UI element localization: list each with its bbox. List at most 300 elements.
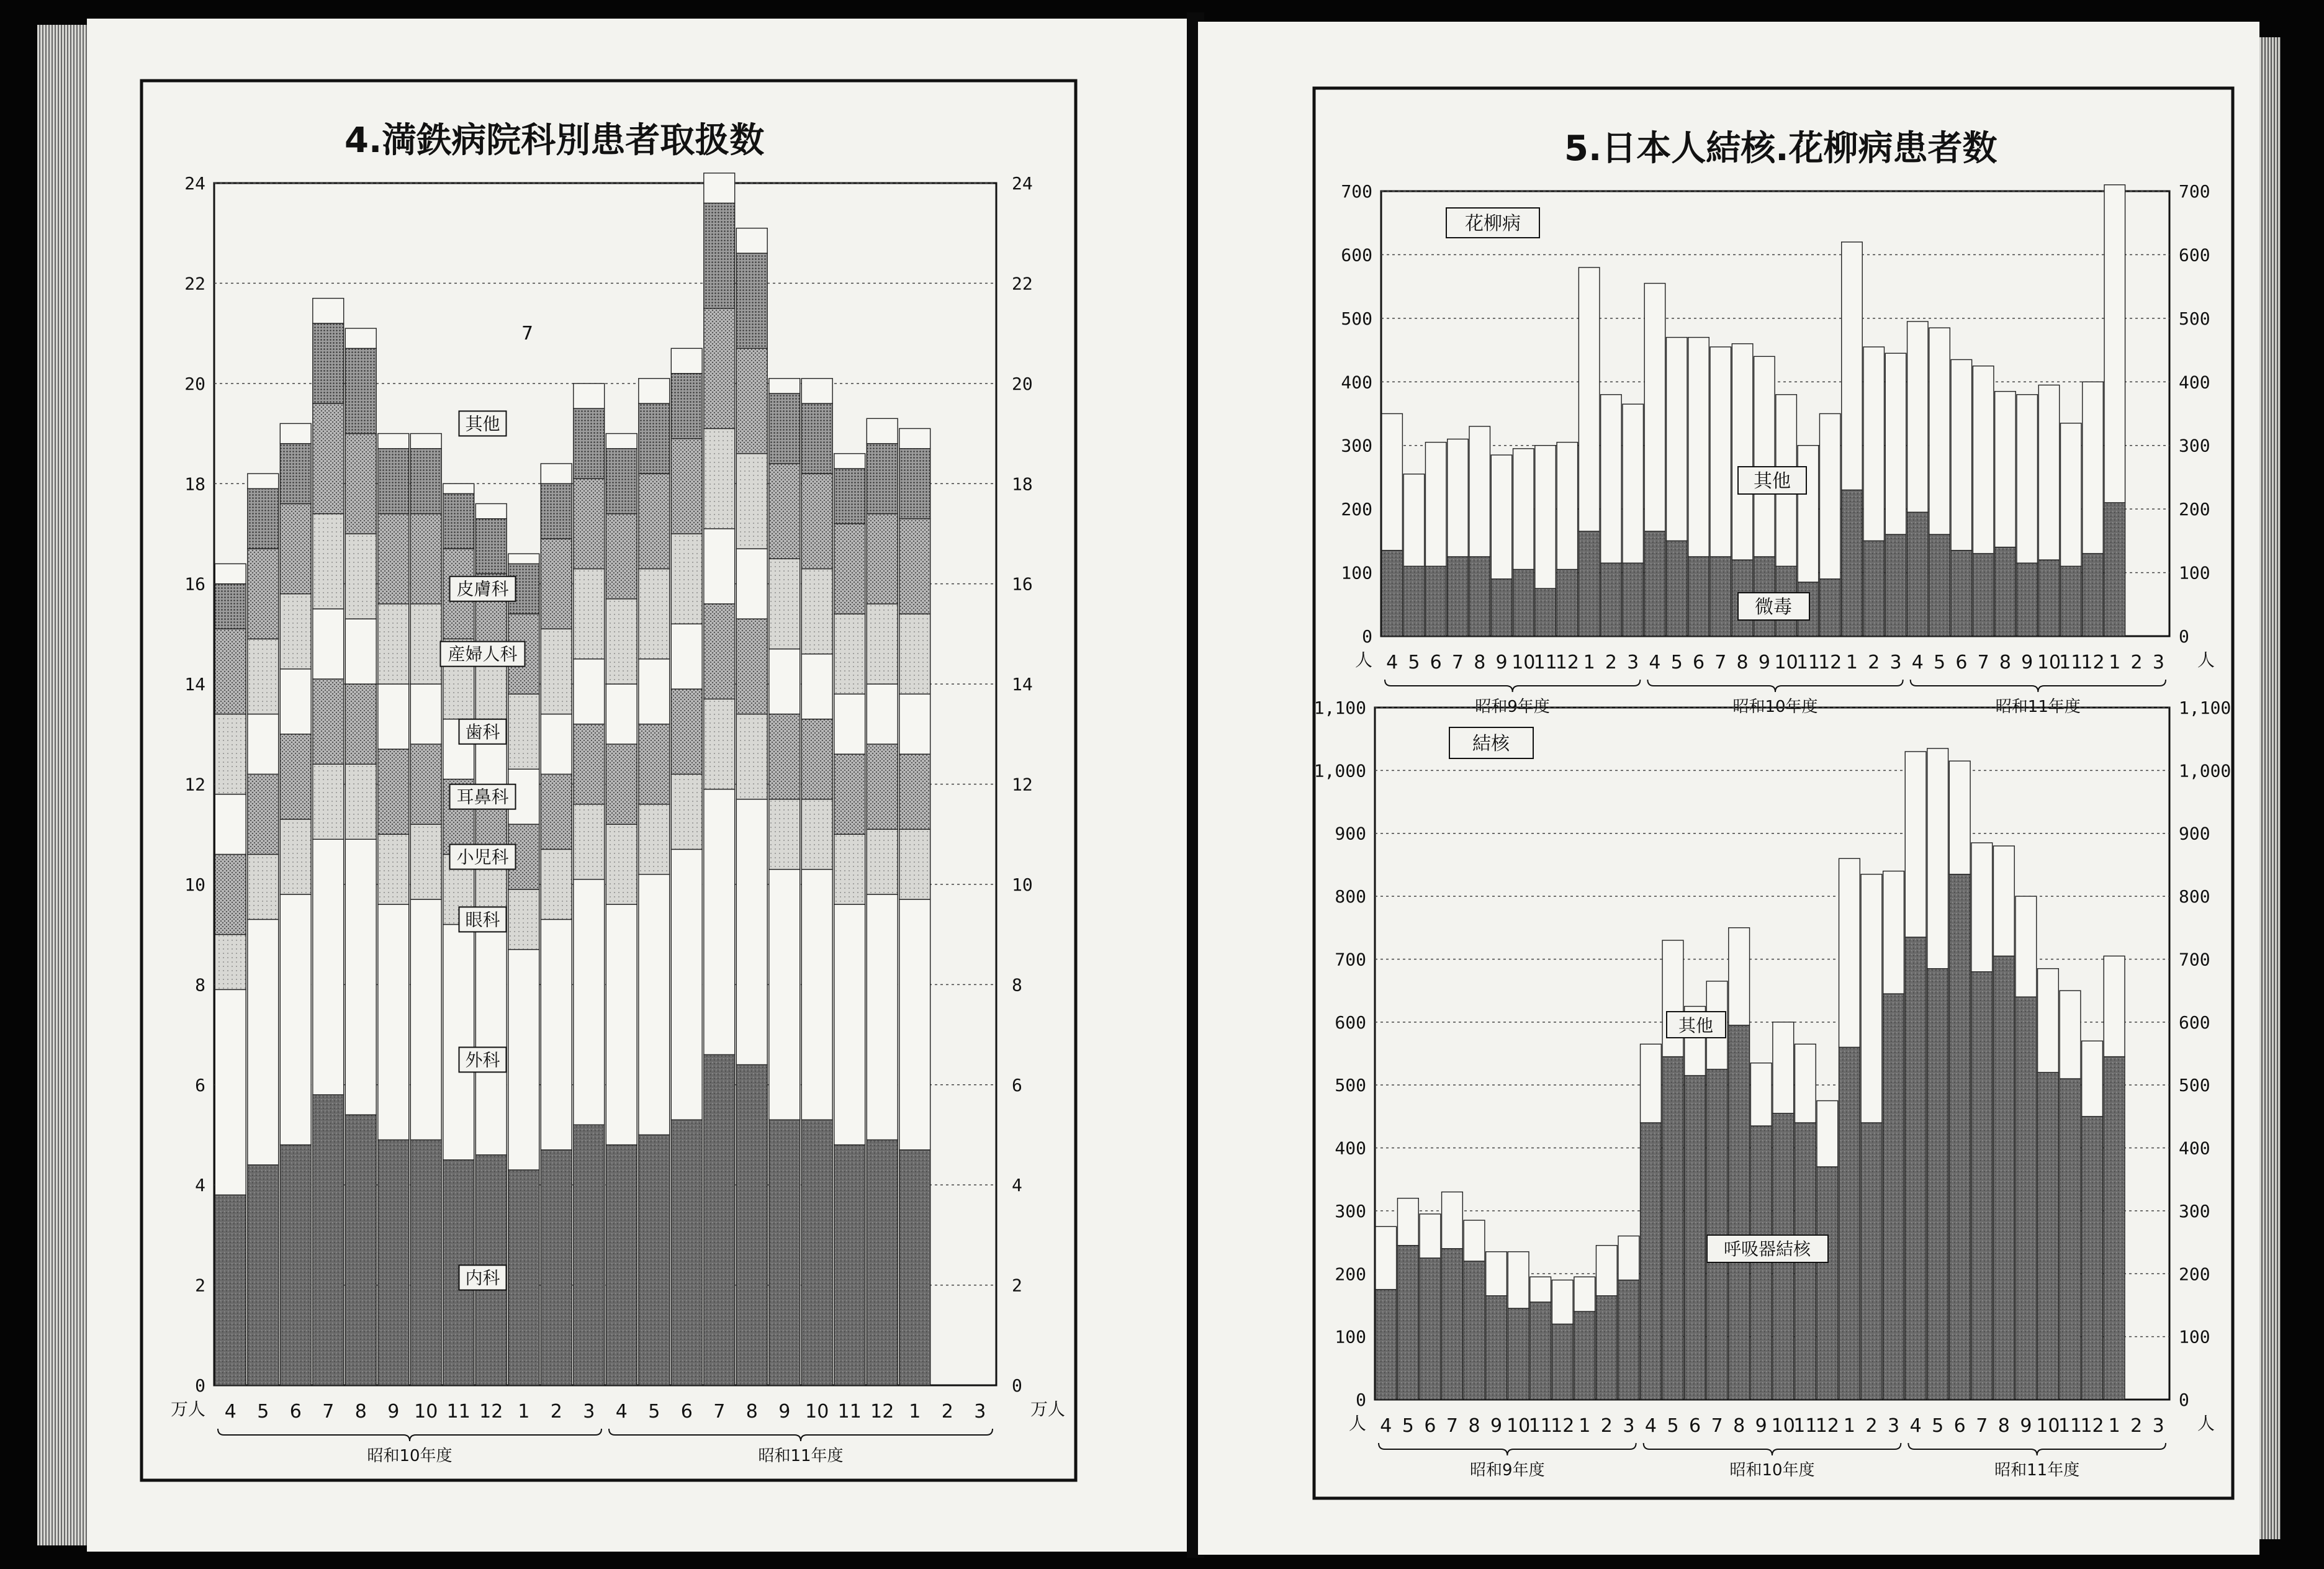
bar-segment [1971,972,1993,1400]
bar-segment [736,228,767,253]
x-tick-label: 4 [1644,1415,1657,1437]
bar-segment [899,519,930,614]
group-brace [1644,1443,1901,1455]
x-tick-label: 3 [583,1401,595,1423]
bar-segment [2060,991,2081,1079]
y-tick-left: 400 [1341,372,1372,393]
x-tick-label: 4 [615,1401,628,1423]
bar-segment [1557,443,1578,570]
bar-segment [541,629,572,714]
bar-segment [899,428,930,448]
x-group-label: 昭和10年度 [367,1447,453,1465]
left-annotation-mark: 7 [521,323,534,344]
bar-segment [801,719,832,799]
bar-segment [801,1120,832,1385]
bar-segment [1993,956,2014,1400]
y-tick-right: 12 [1012,774,1033,795]
series-label: 其他 [465,413,500,434]
bar-segment [899,829,930,899]
x-tick-label: 9 [1758,652,1770,673]
bar-segment [1403,474,1425,567]
x-tick-label: 7 [1451,652,1464,673]
x-tick-label: 1 [1583,652,1595,673]
y-tick-right: 600 [2179,245,2210,266]
bar-segment [541,1150,572,1385]
group-brace [1647,680,1903,692]
x-tick-label: 7 [713,1401,726,1423]
bar-segment [834,694,865,754]
y-unit-right: 人 [2197,650,2215,670]
x-tick-label: 5 [1934,652,1946,673]
y-unit-left: 人 [1354,650,1372,670]
bar-segment [801,403,832,474]
bar-segment [834,614,865,694]
bar-segment [1662,1057,1683,1400]
bar-segment [378,684,409,749]
bar-segment [1618,1280,1639,1400]
x-tick-label: 5 [648,1401,660,1423]
bar-segment [639,874,670,1135]
bar-segment [345,764,376,839]
bar-segment [280,819,311,894]
bar-segment [1552,1280,1573,1324]
bar-segment [345,684,376,764]
bar-segment [1863,541,1885,636]
bar-segment [834,834,865,904]
x-tick-label: 7 [1446,1415,1458,1437]
bar-segment [1729,1025,1750,1400]
bar-segment [443,924,474,1159]
bar-segment [671,374,702,439]
bar-segment [1535,588,1556,636]
y-tick-right: 500 [2179,1075,2210,1096]
bar-segment [1710,347,1731,557]
y-tick-left: 10 [184,874,205,895]
bar-segment [704,1054,735,1385]
bar-segment [410,604,441,684]
bar-segment [1729,928,1750,1025]
bar-segment [1949,761,1970,874]
x-tick-label: 2 [2130,652,2143,673]
bar-segment [541,539,572,629]
bar-segment [574,569,605,659]
bar-segment [1601,395,1622,563]
x-tick-label: 12 [870,1401,894,1423]
bar-segment [475,919,507,1154]
x-tick-label: 10 [805,1401,829,1423]
bar-segment [1442,1192,1463,1249]
y-tick-left: 200 [1335,1264,1366,1285]
bar-segment [1732,344,1753,560]
y-tick-right: 300 [2179,1200,2210,1221]
bar-segment [671,1120,702,1385]
bar-segment [1861,874,1882,1123]
x-tick-label: 7 [1976,1415,1988,1437]
bar-segment [410,1140,441,1385]
bar-segment [639,569,670,659]
bar-segment [410,744,441,824]
bar-segment [899,899,930,1150]
bar-segment [1618,1236,1639,1280]
x-tick-label: 5 [1667,1415,1679,1437]
bar-segment [899,1150,930,1385]
y-tick-left: 600 [1335,1012,1366,1033]
bar-segment [248,488,279,549]
x-tick-label: 4 [1380,1415,1392,1437]
bar-segment [834,754,865,834]
bar-segment [639,474,670,569]
bar-segment [671,624,702,689]
y-tick-left: 500 [1341,308,1372,329]
x-tick-label: 2 [550,1401,562,1423]
x-tick-label: 3 [974,1401,986,1423]
bar-segment [248,774,279,854]
bar-segment [378,434,409,449]
bar-segment [639,379,670,403]
bar-segment [1397,1198,1418,1246]
bar-segment [606,449,637,514]
bar-segment [1552,1324,1573,1400]
x-tick-label: 1 [2109,652,2121,673]
bar-segment [313,323,344,403]
series-label-other: 其他 [1678,1015,1714,1036]
x-tick-label: 6 [1424,1415,1436,1437]
x-tick-label: 5 [1932,1415,1944,1437]
y-tick-right: 100 [2179,1326,2210,1347]
x-group-label: 昭和9年度 [1475,698,1550,716]
bar-segment [443,483,474,493]
bar-segment [736,799,767,1065]
y-tick-right: 700 [2179,949,2210,970]
x-tick-label: 10 [1507,1415,1531,1437]
bar-segment [280,1145,311,1385]
bar-segment [2038,969,2059,1072]
bar-segment [2104,185,2125,503]
x-tick-label: 10 [1771,1415,1795,1437]
bar-segment [1382,551,1403,636]
bar-segment [1754,356,1775,557]
x-group-label: 昭和10年度 [1732,698,1818,716]
bar-segment [867,444,898,514]
x-tick-label: 11 [1533,652,1557,673]
bar-segment [704,529,735,604]
y-tick-right: 700 [2179,181,2210,202]
y-tick-left: 300 [1335,1200,1366,1221]
bar-segment [1448,557,1469,636]
x-tick-label: 12 [479,1401,503,1423]
bar-segment [671,849,702,1120]
bar-segment [1973,366,1994,554]
y-tick-right: 100 [2179,562,2210,583]
bar-segment [1420,1214,1441,1258]
y-tick-left: 12 [184,774,205,795]
bar-segment [313,403,344,514]
series-label: 耳鼻科 [456,786,509,807]
bar-segment [475,519,507,574]
bar-segment [378,749,409,834]
x-tick-label: 11 [446,1401,471,1423]
bar-segment [1513,449,1534,570]
x-tick-label: 9 [778,1401,791,1423]
x-tick-label: 2 [1868,652,1880,673]
bar-segment [671,534,702,624]
x-tick-label: 6 [680,1401,693,1423]
bar-segment [508,950,539,1170]
bar-segment [574,408,605,479]
bar-segment [1798,446,1819,582]
bar-segment [574,1125,605,1385]
bar-segment [1949,874,1970,1400]
x-tick-label: 4 [1909,1415,1922,1437]
series-label-respiratory-tb: 呼吸器結核 [1723,1239,1811,1259]
y-tick-right: 800 [2179,886,2210,907]
bar-segment [1491,579,1512,636]
x-tick-label: 5 [257,1401,269,1423]
bar-segment [410,824,441,899]
x-tick-label: 2 [1865,1415,1878,1437]
x-tick-label: 4 [1911,652,1924,673]
bar-segment [704,789,735,1055]
y-tick-left: 16 [184,573,205,595]
bar-segment [313,764,344,839]
bar-segment [1641,1123,1662,1400]
bar-segment [834,1145,865,1385]
bar-segment [606,514,637,599]
x-tick-label: 7 [1977,652,1989,673]
bar-segment [769,393,800,464]
bar-segment [606,1145,637,1385]
bar-segment [704,173,735,203]
bar-segment [899,694,930,754]
bar-segment [834,524,865,614]
bar-segment [1929,534,1950,636]
bar-segment [215,794,246,855]
y-tick-right: 0 [2179,1390,2189,1410]
y-tick-left: 14 [184,674,205,695]
bar-segment [801,799,832,870]
bar-segment [1448,439,1469,556]
bar-segment [769,714,800,799]
x-tick-label: 8 [1997,1415,2010,1437]
bar-segment [1861,1123,1882,1400]
bar-segment [1397,1246,1418,1400]
bar-segment [867,829,898,894]
bar-segment [867,684,898,744]
bar-segment [1666,541,1687,636]
x-tick-label: 2 [1605,652,1617,673]
y-tick-right: 8 [1012,974,1022,996]
group-brace [218,1429,601,1441]
x-tick-label: 2 [941,1401,953,1423]
x-tick-label: 10 [2036,1415,2060,1437]
x-tick-label: 12 [1818,652,1842,673]
bar-segment [248,1165,279,1385]
bar-segment [606,744,637,824]
x-tick-label: 9 [387,1401,400,1423]
bar-segment [2060,566,2081,636]
y-tick-right: 18 [1012,474,1033,495]
bar-segment [1995,547,2016,636]
bar-segment [736,714,767,799]
y-tick-left: 22 [184,273,205,294]
bar-segment [2038,1072,2059,1400]
bar-segment [2104,1057,2125,1400]
x-tick-label: 11 [1796,652,1821,673]
bar-segment [1420,1258,1441,1400]
bar-segment [1662,940,1683,1057]
y-tick-left: 18 [184,474,205,495]
series-label: 小児科 [456,847,509,868]
x-tick-label: 11 [1528,1415,1552,1437]
x-tick-label: 2 [2130,1415,2143,1437]
series-label: 外科 [465,1050,500,1071]
bar-segment [1579,531,1600,636]
bar-segment [1557,569,1578,636]
bar-segment [2038,560,2060,636]
bar-segment [736,1064,767,1385]
bar-segment [671,439,702,534]
bar-segment [671,774,702,849]
bar-segment [1486,1296,1507,1400]
bar-segment [1842,242,1863,490]
bar-segment [1442,1249,1463,1400]
y-tick-left: 100 [1341,562,1372,583]
x-tick-label: 10 [1511,652,1536,673]
bar-segment [1641,1044,1662,1123]
y-tick-left: 24 [184,173,205,194]
x-tick-label: 3 [1627,652,1639,673]
bar-segment [1883,994,1904,1400]
bar-segment [378,1140,409,1385]
bar-segment [2104,956,2125,1056]
bar-segment [1905,937,1926,1400]
x-tick-label: 4 [1386,652,1398,673]
bar-segment [1907,321,1929,512]
bar-segment [1425,443,1446,567]
bar-segment [769,1120,800,1385]
bar-segment [769,559,800,649]
bar-segment [639,403,670,474]
bar-segment [1535,446,1556,588]
bar-segment [508,889,539,950]
x-tick-label: 1 [1843,1415,1855,1437]
y-tick-left: 1,100 [1313,698,1366,718]
x-tick-label: 3 [1888,1415,1900,1437]
bar-segment [867,894,898,1140]
x-tick-label: 6 [1430,652,1442,673]
bar-segment [769,870,800,1120]
bar-segment [280,734,311,819]
x-tick-label: 6 [289,1401,302,1423]
x-tick-label: 6 [1953,1415,1966,1437]
bar-segment [801,569,832,654]
x-tick-label: 2 [1600,1415,1613,1437]
bar-segment [345,434,376,534]
bar-segment [313,679,344,764]
bar-segment [1993,846,2014,956]
bar-segment [1644,284,1665,531]
x-tick-label: 9 [2020,1415,2032,1437]
bar-segment [1929,328,1950,534]
y-tick-left: 900 [1335,823,1366,844]
y-tick-left: 700 [1335,949,1366,970]
bar-segment [541,919,572,1149]
bar-segment [378,514,409,604]
x-tick-label: 4 [224,1401,236,1423]
series-label: 産婦人科 [448,644,518,665]
bar-segment [1819,579,1840,636]
bar-segment [1469,426,1490,557]
bar-segment [1795,1044,1816,1123]
bar-segment [1973,554,1994,636]
bar-segment [1508,1308,1529,1400]
bar-segment [671,348,702,373]
bar-segment [801,654,832,719]
bar-segment [541,714,572,775]
bar-segment [410,514,441,604]
bar-segment [248,549,279,639]
bar-segment [606,434,637,449]
bar-segment [899,754,930,829]
series-label: 歯科 [465,721,500,742]
x-tick-label: 10 [414,1401,438,1423]
x-group-label: 昭和11年度 [1995,698,2081,716]
bar-segment [834,469,865,524]
bar-segment [280,594,311,669]
bar-segment [1596,1246,1617,1296]
x-tick-label: 12 [1815,1415,1839,1437]
x-tick-label: 10 [1774,652,1798,673]
x-tick-label: 3 [2152,1415,2164,1437]
bar-segment [215,564,246,583]
x-tick-label: 12 [2081,652,2105,673]
y-tick-right: 1,000 [2179,760,2232,781]
y-tick-left: 4 [195,1175,205,1196]
x-tick-label: 6 [1955,652,1968,673]
bar-segment [1839,1047,1860,1400]
x-group-label: 昭和9年度 [1470,1461,1545,1480]
x-tick-label: 9 [1495,652,1508,673]
bar-segment [1513,569,1534,636]
bar-segment [1905,752,1926,937]
bar-segment [1710,557,1731,636]
x-tick-label: 1 [518,1401,530,1423]
x-tick-label: 1 [909,1401,921,1423]
bar-segment [1995,392,2016,547]
x-tick-label: 9 [2021,652,2034,673]
x-tick-label: 3 [1889,652,1902,673]
x-tick-label: 12 [1551,1415,1575,1437]
bar-segment [574,804,605,879]
bar-segment [867,1140,898,1385]
bar-segment [378,604,409,684]
y-tick-left: 8 [195,974,205,996]
bar-segment [639,659,670,724]
bar-segment [2015,896,2037,997]
bar-segment [541,483,572,539]
x-tick-label: 11 [2059,652,2083,673]
y-unit-left: 万人 [170,1399,205,1419]
bar-segment [378,449,409,514]
bar-segment [541,464,572,483]
series-label: 内科 [465,1267,500,1288]
bar-segment [508,554,539,564]
y-tick-right: 400 [2179,1138,2210,1159]
chart-5-title: 5.日本人結核.花柳病患者数 [1564,128,1997,169]
bar-segment [736,253,767,348]
series-label: 皮膚科 [456,578,509,600]
y-tick-right: 4 [1012,1175,1022,1196]
